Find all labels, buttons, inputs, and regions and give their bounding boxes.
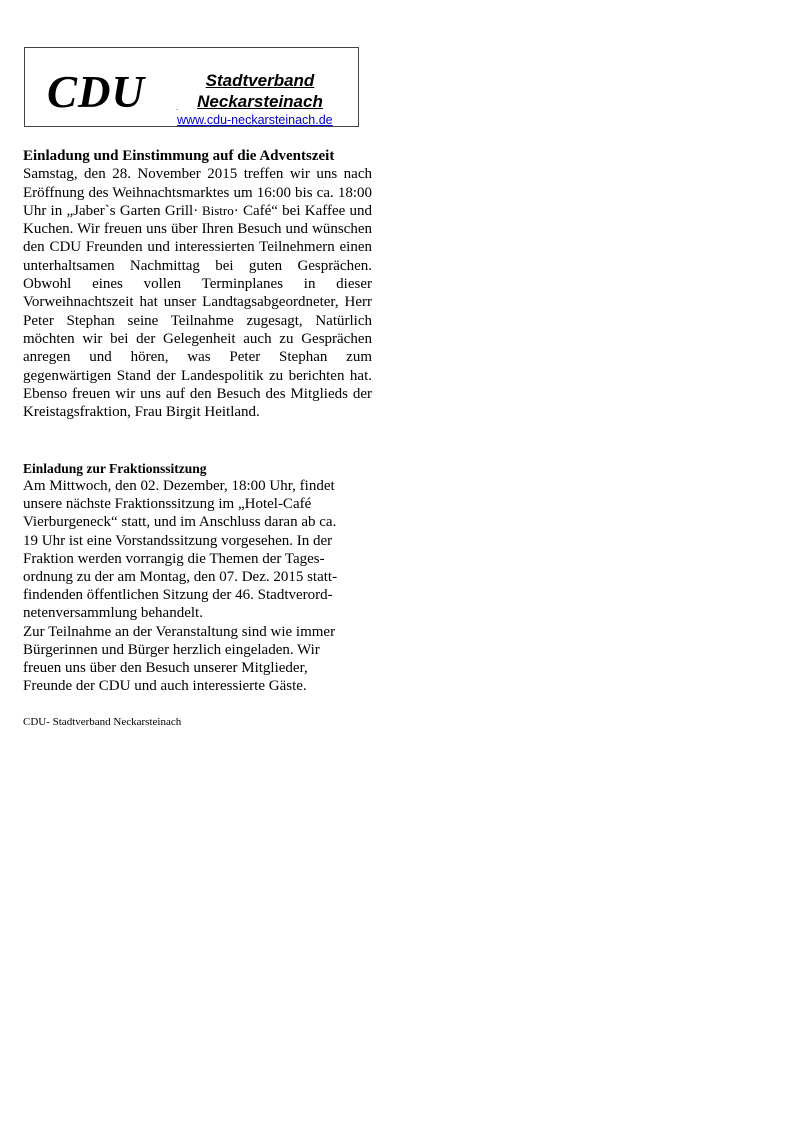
article-fraktion-line: Freunde der CDU und auch interessierte Gäste. <box>23 678 307 695</box>
article-fraktion <box>23 460 372 695</box>
article-fraktion-line: Vierburgeneck“ statt, und im Anschluss daran ab ca. <box>23 514 337 531</box>
article-fraktion-line: freuen uns über den Besuch unserer Mitglieder, <box>23 660 308 677</box>
article-fraktion-line: netenversammlung behandelt. <box>23 605 203 622</box>
article-fraktion-line: Bürgerinnen und Bürger herzlich eingeladen. Wir <box>23 641 320 658</box>
article-fraktion-line: findenden öffentlichen Sitzung der 46. Stadtverord- <box>23 587 333 604</box>
article-fraktion-line: ordnung zu der am Montag, den 07. Dez. 2015 statt- <box>23 569 338 586</box>
association-name <box>177 70 343 112</box>
article-advent-headline: Einladung und Einstimmung auf die Adventszeit <box>23 148 335 164</box>
article-fraktion-line: Fraktion werden vorrangig die Themen der Tages- <box>23 550 325 567</box>
article-advent-body <box>23 165 372 421</box>
letterhead-box <box>24 47 359 127</box>
article-fraktion-line: unsere nächste Fraktionssitzung im „Hotel-Café <box>23 496 312 513</box>
article-fraktion-line: Zur Teilnahme an der Veranstaltung sind wie immer <box>23 623 336 640</box>
footer-signature: CDU- Stadtverband Neckarsteinach <box>23 716 182 728</box>
article-advent-text-part1: Samstag, den 28. November 2015 treffen wir uns nach Eröffnung des Weihnachtsmarktes um 16:00 bis ca. 18:00 Uhr in „Jaber`s Garten Grill <box>23 166 372 219</box>
middle-dot: · <box>193 202 199 219</box>
article-fraktion-line: 19 Uhr ist eine Vorstandssitzung vorgesehen. In der <box>23 532 333 549</box>
article-advent <box>23 147 372 421</box>
separator-dot: . <box>176 103 179 112</box>
article-advent-text-part2: Café“ bei Kaffee und Kuchen. Wir freuen uns über Ihren Besuch und wünschen den CDU Freunden und interessierten Teilnehmern einen unterhaltsamen Nachmittag bei guten Gesprächen. Obwohl eines vollen Terminplanes in dieser Vorweihnachtszeit hat unser Landtagsabgeordneter, Herr Peter Stephan seine Teilnahme zugesagt, Natürlich möchten wir bei der Gelegenheit auch zu Gesprächen anregen und hören, was Peter Stephan zum gegenwärtigen Stand der Landespolitik zu berichten hat. Ebenso freuen wir uns auf den Besuch des Mitglieds der Kreistagsfraktion, Frau Birgit Heitland. <box>23 202 372 421</box>
association-line-2: Neckarsteinach <box>197 92 323 111</box>
article-fraktion-line: Am Mittwoch, den 02. Dezember, 18:00 Uhr, findet <box>23 478 335 494</box>
middle-dot: · <box>233 202 239 219</box>
association-line-1: Stadtverband <box>205 71 315 90</box>
bistro-label: Bistro <box>198 202 234 218</box>
website-link[interactable]: www.cdu-neckarsteinach.de <box>177 113 333 127</box>
cdu-logo: CDU <box>47 67 146 117</box>
article-fraktion-headline: Einladung zur Fraktionssitzung <box>23 461 207 476</box>
